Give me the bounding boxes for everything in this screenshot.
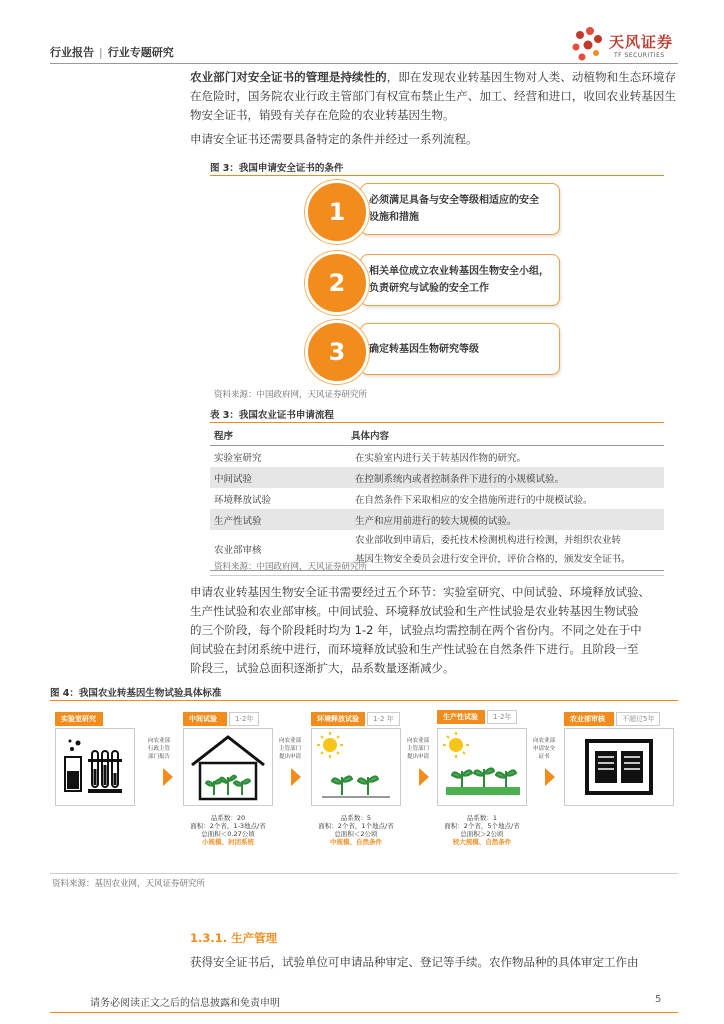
figure3-source: 资料来源：中国政府网，天风证券研究所	[214, 390, 368, 400]
panel-review	[564, 728, 674, 806]
table-row	[210, 488, 664, 509]
arrow-2-text-c: 提出申请	[278, 754, 301, 760]
row-step: 实验室研究	[214, 452, 262, 464]
production-area: 面积：2个省，5个地点/省	[444, 822, 520, 830]
arrow-4-text-c: 证书	[538, 754, 550, 760]
environment-lines: 品系数：5	[340, 814, 372, 822]
company-logo	[568, 25, 683, 63]
footer-divider	[50, 1012, 678, 1013]
arrow-3-text-c: 提出申请	[406, 754, 429, 760]
row-content-line1: 农业部收到申请后，委托技术检测机构进行检测，并组织农业转	[355, 535, 622, 546]
row-content: 在实验室内进行关于转基因作物的研究。	[355, 452, 527, 464]
large-field-icon	[438, 729, 526, 805]
panel-pilot	[183, 728, 273, 806]
logo-text-cn: 天风证券	[609, 33, 674, 51]
figure4-bottom-rule	[50, 873, 678, 874]
production-criteria	[432, 814, 532, 846]
row-content	[347, 530, 664, 571]
stage-tag-pilot: 中间试验	[183, 712, 227, 726]
stage-tag-production: 生产性试验	[437, 710, 485, 724]
condition-2-line2: 负责研究与试验的安全工作	[369, 283, 489, 294]
arrow-4-text-b: 申请安全	[532, 746, 555, 752]
arrow-3-text-b: 主管部门	[406, 746, 429, 752]
row-content: 在自然条件下采取相应的安全措施所进行的中规模试验。	[355, 494, 593, 506]
greenhouse-icon	[184, 729, 272, 805]
row-content: 在控制系统内或者控制条件下进行的小规模试验。	[347, 467, 664, 488]
figure4-source: 资料来源：基因农业网，天风证券研究所	[52, 879, 206, 889]
condition-card-2	[360, 254, 560, 306]
condition-1-line1: 必须满足具备与安全等级相适应的安全	[369, 195, 539, 206]
condition-3-line1: 确定转基因生物研究等级	[369, 343, 479, 355]
pilot-criteria	[178, 814, 278, 846]
table-row	[210, 467, 664, 488]
report-category: 行业报告	[50, 46, 94, 59]
arrow-label-1	[143, 737, 175, 761]
figure4-title: 图 4：我国农业转基因生物试验具体标准	[50, 688, 222, 699]
arrow-right-icon	[419, 768, 429, 786]
logo-text-en: TF SECURITIES	[614, 52, 665, 59]
stage-tag-review: 农业部审核	[564, 712, 614, 726]
section-heading: 1.3.1. 生产管理	[190, 931, 278, 945]
row-step: 生产性试验	[210, 509, 347, 530]
panel-environment	[311, 728, 401, 806]
footer-disclaimer: 请务必阅读正文之后的信息披露和免责申明	[90, 998, 280, 1009]
table3-top-rule	[210, 422, 664, 423]
arrow-right-icon	[291, 768, 301, 786]
application-process-table	[210, 424, 664, 571]
production-lines: 品系数：1	[466, 814, 498, 822]
process-paragraph	[190, 583, 676, 678]
arrow-label-3	[402, 737, 434, 761]
table3-bottom-rule	[210, 575, 664, 576]
environment-total-area: 总面积＜2公顷	[334, 830, 378, 838]
step-number-2: 2	[305, 251, 369, 315]
arrow-1-text-b: 行政主管	[147, 746, 170, 752]
page-number: 5	[655, 994, 662, 1005]
table3-source: 资料来源：中国政府网，天风证券研究所	[214, 562, 368, 572]
stage-tag-environment: 环境释放试验	[311, 712, 365, 726]
stage-tag-lab: 实验室研究	[55, 712, 103, 726]
condition-card-3	[360, 323, 560, 375]
row-content: 生产和应用前进行的较大规模的试验。	[347, 509, 664, 530]
figure3-title: 图 3：我国申请安全证书的条件	[210, 163, 344, 174]
stage-years-review: 不超过5年	[616, 712, 660, 726]
panel-production	[437, 728, 527, 806]
arrow-label-2	[274, 737, 306, 761]
arrow-right-icon	[163, 768, 173, 786]
environment-area: 面积：2个省，1个地点/省	[318, 822, 394, 830]
report-type: 行业报告 | 行业专题研究	[50, 46, 174, 59]
row-content-line2: 基因生物安全委员会进行安全评价，评价合格的，颁发安全证书。	[355, 554, 631, 565]
arrow-label-4	[528, 737, 560, 761]
table-header-row	[210, 424, 664, 446]
arrow-2-text-a: 向农业部	[278, 738, 301, 744]
condition-card-1	[360, 183, 560, 235]
pilot-scale: 小规模、封闭系统	[202, 838, 254, 846]
header-divider	[50, 63, 678, 64]
col-header-step: 程序	[210, 424, 347, 446]
pilot-area: 面积：2个省，1-3地点/省	[190, 822, 266, 830]
table-row	[210, 509, 664, 530]
process-line-5: 阶段三，试验总面积逐渐扩大，品系数量逐渐减少。	[190, 661, 455, 675]
stage-years-environment: 1-2 年	[367, 712, 400, 726]
pilot-lines: 品系数：20	[210, 814, 246, 822]
arrow-1-text-c: 部门报告	[147, 754, 170, 760]
stage-years-pilot: 1-2年	[229, 712, 259, 726]
lab-test-tubes-icon	[56, 729, 134, 805]
intro-text: ，即在发现农业转基因生物对人类、动植物和生态环境存在危险时，国务院农业行政主管部门有权宣布禁止生产、加工、经营和进口，收回农业转基因生物安全证书，销毁有关存在危险的农业转基因生物。	[190, 70, 677, 122]
process-line-3: 的三个阶段，每个阶段耗时均为 1-2 年，试验点均需控制在两个省份内。不同之处在于中	[190, 623, 642, 637]
step-number-1: 1	[305, 180, 369, 244]
logo-mark-icon	[568, 25, 608, 63]
section-paragraph: 获得安全证书后，试验单位可申请品种审定、登记等手续。农作物品种的具体审定工作由	[190, 955, 639, 969]
row-step: 环境释放试验	[214, 494, 272, 506]
col-header-content: 具体内容	[347, 424, 664, 446]
panel-lab	[55, 728, 135, 806]
production-scale: 较大规模、自然条件	[452, 838, 512, 846]
report-subcategory: 行业专题研究	[107, 46, 174, 59]
intro-paragraph-2: 申请安全证书还需要具备特定的条件并经过一系列流程。	[190, 132, 478, 146]
environment-criteria	[306, 814, 406, 846]
open-book-icon	[565, 729, 673, 805]
intro-paragraph	[190, 68, 676, 125]
condition-2-line1: 相关单位成立农业转基因生物安全小组，	[369, 266, 549, 277]
arrow-right-icon	[545, 768, 555, 786]
arrow-3-text-a: 向农业部	[406, 738, 429, 744]
arrow-1-text-a: 向农业部	[147, 738, 170, 744]
process-line-1: 申请农业转基因生物安全证书需要经过五个环节：实验室研究、中间试验、环境释放试验、	[190, 585, 650, 599]
table-row	[210, 446, 664, 468]
intro-bold-lead: 农业部门对安全证书的管理是持续性的	[190, 70, 387, 84]
arrow-2-text-b: 主管部门	[278, 746, 301, 752]
process-line-2: 生产性试验和农业部审核。中间试验、环境释放试验和生产性试验是农业转基因生物试验	[190, 604, 639, 618]
environment-scale: 中规模、自然条件	[330, 838, 382, 846]
condition-1-line2: 设施和措施	[369, 212, 419, 223]
table3-title: 表 3：我国农业证书申请流程	[210, 410, 334, 421]
process-line-4: 间试验在封闭系统中进行，而环境释放试验和生产性试验在自然条件下进行。且阶段一至	[190, 642, 639, 656]
arrow-4-text-a: 向农业部	[532, 738, 555, 744]
row-step: 中间试验	[210, 467, 347, 488]
field-sun-icon	[312, 729, 400, 805]
stage-years-production: 1-2年	[487, 710, 517, 724]
pilot-total-area: 总面积＜0.27公顷	[201, 830, 255, 838]
step-number-3: 3	[305, 320, 369, 384]
production-total-area: 总面积＞2公顷	[460, 830, 504, 838]
figure4-top-rule	[50, 700, 678, 701]
row-step: 农业部审核	[210, 530, 347, 571]
figure3-top-rule	[210, 175, 664, 176]
